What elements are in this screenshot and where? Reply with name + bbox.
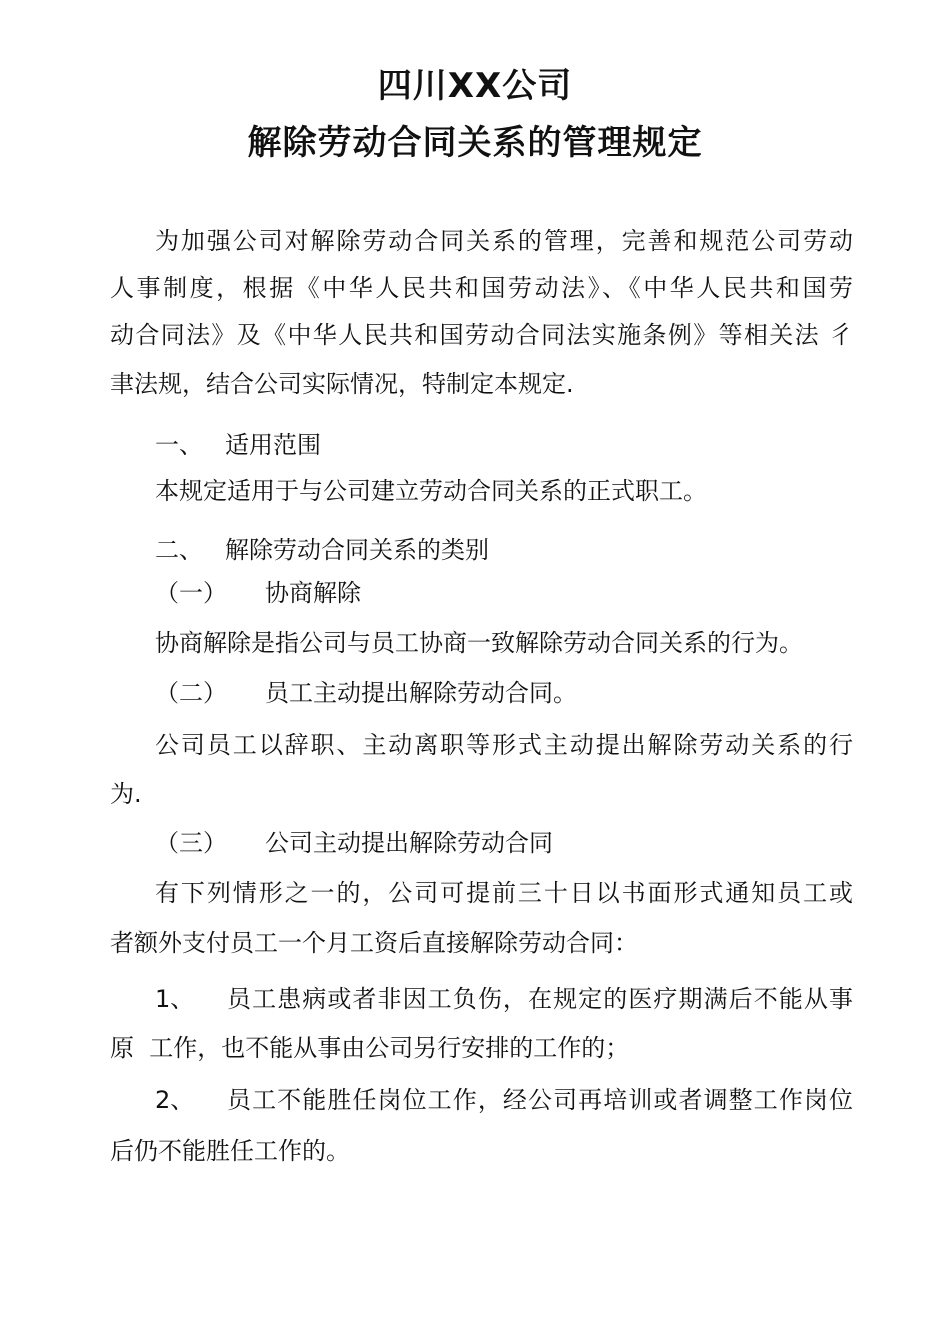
document-subtitle: 解除劳动合同关系的管理规定: [247, 123, 703, 163]
item-2-text: 员工不能胜任岗位工作，经公司再培训或者调整工作岗位: [227, 1086, 853, 1114]
subsection-3-number: （三）: [155, 829, 227, 857]
subsection-2-number: （二）: [155, 679, 227, 707]
item-2-line-1: [155, 1085, 853, 1115]
subsection-3-heading: [155, 828, 553, 858]
subsection-1-body: 协商解除是指公司与员工协商一致解除劳动合同关系的行为。: [155, 629, 803, 657]
section-1-number: 一、: [155, 431, 203, 459]
subsection-1-number: （一）: [155, 579, 227, 607]
subsection-3-title: 公司主动提出解除劳动合同: [265, 829, 553, 857]
item-1-line-1: [155, 984, 853, 1014]
section-1-title: 适用范围: [225, 431, 321, 459]
section-2-heading: [155, 535, 489, 565]
subsection-2-body-line-1: 公司员工以辞职、主动离职等形式主动提出解除劳动关系的行: [155, 731, 853, 759]
section-1-body: 本规定适用于与公司建立劳动合同关系的正式职工。: [155, 477, 707, 505]
item-2-number: 2、: [155, 1086, 195, 1114]
subsection-1-heading: [155, 578, 361, 608]
intro-line-1: 为加强公司对解除劳动合同关系的管理，完善和规范公司劳动: [155, 227, 853, 255]
subsection-2-title: 员工主动提出解除劳动合同。: [265, 679, 577, 707]
intro-line-4: 聿法规，结合公司实际情况，特制定本规定.: [110, 370, 574, 398]
subsection-1-title: 协商解除: [265, 579, 361, 607]
intro-line-3: 动合同法》及《中华人民共和国劳动合同法实施条例》等相关法 彳: [110, 321, 853, 349]
subsection-3-body-line-2: 者额外支付员工一个月工资后直接解除劳动合同：: [110, 929, 638, 957]
subsection-3-body-line-1: 有下列情形之一的，公司可提前三十日以书面形式通知员工或: [155, 879, 853, 907]
intro-line-2: 人事制度，根据《中华人民共和国劳动法》、《中华人民共和国劳: [110, 274, 853, 302]
section-1-heading: [155, 430, 321, 460]
section-2-title: 解除劳动合同关系的类别: [225, 536, 489, 564]
subsection-2-body-line-2: 为.: [110, 780, 142, 808]
item-1-number: 1、: [155, 985, 195, 1013]
subsection-2-heading: [155, 678, 577, 708]
section-2-number: 二、: [155, 536, 203, 564]
item-1-text: 员工患病或者非因工负伤，在规定的医疗期满后不能从事: [227, 985, 853, 1013]
item-2-line-2: 后仍不能胜任工作的。: [110, 1137, 350, 1165]
item-1-line-2: 原 工作，也不能从事由公司另行安排的工作的；: [110, 1034, 630, 1062]
document-title: 四川XX公司: [377, 66, 573, 106]
